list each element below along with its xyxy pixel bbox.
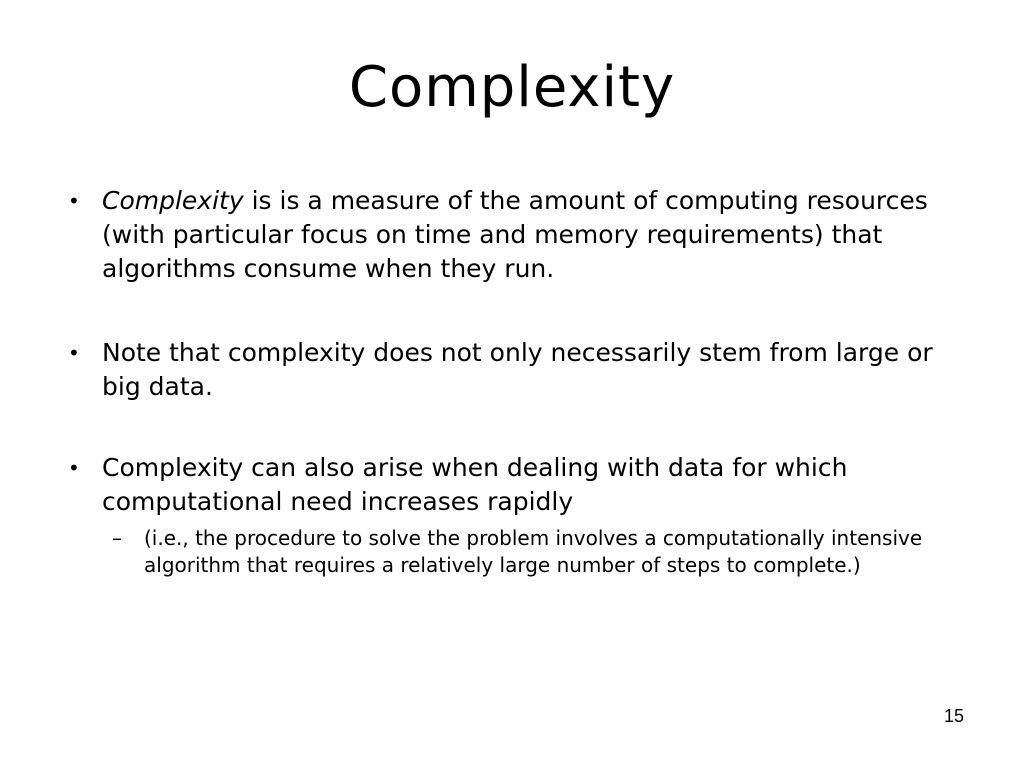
page-number: 15 (943, 706, 964, 726)
bullet-marker: • (68, 341, 80, 365)
sub-bullet-text: (i.e., the procedure to solve the problem involves a computationally intensive algorithm that requires a relatively large number of steps to complete.) (144, 526, 923, 577)
bullet-text: Note that complexity does not only necessarily stem from large or big data. (102, 338, 933, 401)
bullet-marker: • (68, 189, 80, 213)
bullet-text: Complexity can also arise when dealing with data for which computational need increases rapidly (102, 453, 848, 516)
bullet-text (102, 184, 938, 286)
sub-bullet-marker: – (112, 526, 122, 550)
bullet-marker: • (68, 456, 80, 480)
bullet-body: is is a measure of the amount of computing resources (with particular focus on time and memory requirements) that algorithms consume when they run. (102, 186, 928, 283)
bullet-italic-term: Complexity (102, 186, 244, 215)
slide-title: Complexity (348, 55, 676, 120)
